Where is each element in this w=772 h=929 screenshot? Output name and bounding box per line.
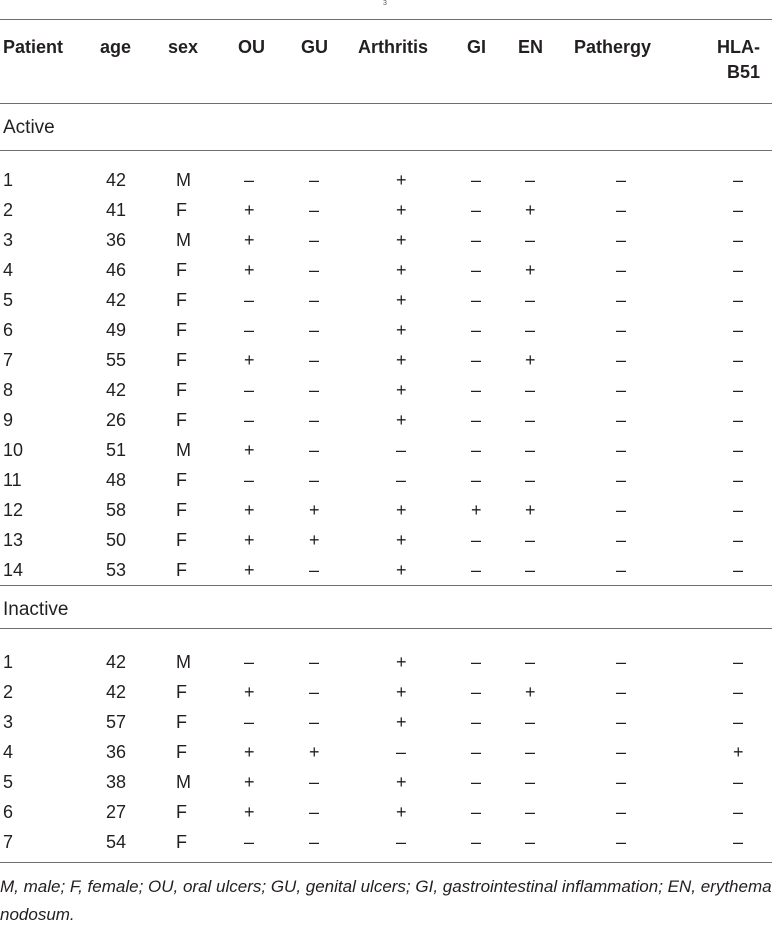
cell-hla: – (733, 290, 744, 310)
cell-arthritis: – (396, 470, 407, 490)
table-footnote: M, male; F, female; OU, oral ulcers; GU, genital ulcers; GI, gastrointestinal inflammation; EN, erythema nodosum. (0, 877, 772, 924)
cell-sex: F (176, 350, 187, 370)
cell-ou: – (244, 652, 255, 672)
table-row (0, 435, 772, 465)
table-row (0, 525, 772, 555)
cell-hla: – (733, 230, 744, 250)
cell-age: 49 (106, 320, 127, 340)
group-label: Inactive (3, 599, 69, 620)
cell-pathergy: – (616, 260, 627, 280)
cell-ou: – (244, 170, 255, 190)
cell-pathergy: – (616, 500, 627, 520)
cell-gu: + (309, 742, 320, 762)
cell-gi: – (471, 200, 482, 220)
cell-pathergy: – (616, 682, 627, 702)
cell-sex: F (176, 380, 187, 400)
col-header-ou: OU (238, 37, 265, 57)
cell-patient: 8 (3, 380, 14, 400)
cell-sex: F (176, 802, 187, 822)
cell-age: 42 (106, 290, 127, 310)
cell-age: 46 (106, 260, 127, 280)
table-row (0, 555, 772, 585)
cell-gu: – (309, 832, 320, 852)
cell-patient: 4 (3, 260, 14, 280)
cell-patient: 7 (3, 350, 14, 370)
cell-patient: 1 (3, 652, 14, 672)
cell-hla: – (733, 560, 744, 580)
cell-hla: – (733, 500, 744, 520)
cell-gi: – (471, 320, 482, 340)
cell-age: 55 (106, 350, 127, 370)
cell-hla: – (733, 652, 744, 672)
cell-ou: + (244, 500, 255, 520)
cell-en: + (525, 350, 536, 370)
table-row (0, 827, 772, 857)
cell-gu: – (309, 712, 320, 732)
table-row (0, 465, 772, 495)
cell-pathergy: – (616, 652, 627, 672)
cell-patient: 5 (3, 772, 14, 792)
cell-age: 36 (106, 230, 127, 250)
cell-hla: – (733, 350, 744, 370)
cell-patient: 13 (3, 530, 24, 550)
cell-patient: 2 (3, 682, 14, 702)
table-row (0, 677, 772, 707)
cell-hla: – (733, 832, 744, 852)
cell-age: 27 (106, 802, 127, 822)
cell-gu: – (309, 230, 320, 250)
cell-arthritis: + (396, 560, 407, 580)
group-row (0, 103, 772, 165)
cell-ou: + (244, 200, 255, 220)
cell-arthritis: + (396, 500, 407, 520)
cell-gi: – (471, 290, 482, 310)
cell-pathergy: – (616, 772, 627, 792)
cell-pathergy: – (616, 560, 627, 580)
cell-patient: 9 (3, 410, 14, 430)
cell-ou: – (244, 832, 255, 852)
cell-patient: 4 (3, 742, 14, 762)
cell-en: + (525, 260, 536, 280)
cell-en: – (525, 320, 536, 340)
cell-pathergy: – (616, 832, 627, 852)
cell-ou: + (244, 230, 255, 250)
cell-en: – (525, 290, 536, 310)
cell-arthritis: + (396, 410, 407, 430)
table-row (0, 405, 772, 435)
table-row (0, 195, 772, 225)
cell-en: + (525, 500, 536, 520)
cell-patient: 1 (3, 170, 14, 190)
cell-hla: – (733, 802, 744, 822)
cell-age: 54 (106, 832, 127, 852)
cell-pathergy: – (616, 742, 627, 762)
cell-gi: – (471, 530, 482, 550)
cell-en: – (525, 772, 536, 792)
cell-sex: F (176, 200, 187, 220)
cell-hla: – (733, 772, 744, 792)
cell-pathergy: – (616, 320, 627, 340)
cell-en: – (525, 742, 536, 762)
cell-en: – (525, 170, 536, 190)
cell-sex: M (176, 440, 191, 460)
cell-gi: – (471, 440, 482, 460)
col-header-arthritis: Arthritis (358, 37, 429, 57)
cell-pathergy: – (616, 530, 627, 550)
cell-sex: F (176, 832, 187, 852)
cell-gu: – (309, 772, 320, 792)
cell-hla: – (733, 440, 744, 460)
cell-arthritis: + (396, 652, 407, 672)
cell-sex: F (176, 290, 187, 310)
cell-gi: – (471, 170, 482, 190)
cell-age: 53 (106, 560, 127, 580)
cell-ou: – (244, 410, 255, 430)
cell-sex: F (176, 410, 187, 430)
cell-gu: – (309, 260, 320, 280)
cell-pathergy: – (616, 802, 627, 822)
cell-pathergy: – (616, 380, 627, 400)
cell-sex: F (176, 320, 187, 340)
cell-en: – (525, 832, 536, 852)
cell-gi: + (471, 500, 482, 520)
cell-gu: – (309, 652, 320, 672)
table-row (0, 165, 772, 195)
cell-hla: – (733, 470, 744, 490)
cell-ou: + (244, 772, 255, 792)
cell-en: – (525, 410, 536, 430)
cell-hla: + (733, 742, 744, 762)
cell-arthritis: – (396, 832, 407, 852)
col-header-en: EN (518, 37, 544, 57)
cell-ou: – (244, 380, 255, 400)
cell-en: – (525, 440, 536, 460)
table-body (0, 103, 772, 857)
cell-arthritis: – (396, 440, 407, 460)
table-row (0, 315, 772, 345)
cell-patient: 3 (3, 712, 14, 732)
group-label: Active (3, 117, 55, 138)
table-row (0, 647, 772, 677)
cell-pathergy: – (616, 290, 627, 310)
cell-patient: 5 (3, 290, 14, 310)
cell-en: – (525, 560, 536, 580)
cell-en: + (525, 682, 536, 702)
header-row (0, 20, 772, 103)
cell-en: – (525, 712, 536, 732)
cell-gi: – (471, 682, 482, 702)
cell-ou: + (244, 440, 255, 460)
cell-sex: F (176, 742, 187, 762)
cell-patient: 6 (3, 320, 14, 340)
col-header-sex: sex (168, 37, 199, 57)
cell-pathergy: – (616, 230, 627, 250)
cell-age: 42 (106, 652, 127, 672)
cell-patient: 10 (3, 440, 24, 460)
cell-ou: – (244, 712, 255, 732)
cell-arthritis: + (396, 530, 407, 550)
cell-arthritis: + (396, 320, 407, 340)
cell-pathergy: – (616, 200, 627, 220)
cell-sex: F (176, 530, 187, 550)
cell-gi: – (471, 652, 482, 672)
cell-sex: F (176, 260, 187, 280)
cell-arthritis: + (396, 290, 407, 310)
cell-arthritis: + (396, 380, 407, 400)
cell-en: – (525, 652, 536, 672)
cell-sex: F (176, 470, 187, 490)
cell-en: – (525, 802, 536, 822)
table-row (0, 495, 772, 525)
patient-table (0, 20, 772, 857)
cell-patient: 7 (3, 832, 14, 852)
cell-hla: – (733, 682, 744, 702)
cell-gu: – (309, 410, 320, 430)
col-header-patient: Patient (3, 37, 64, 57)
cell-age: 42 (106, 380, 127, 400)
cell-arthritis: + (396, 682, 407, 702)
cell-gu: – (309, 380, 320, 400)
cell-hla: – (733, 200, 744, 220)
cell-sex: F (176, 560, 187, 580)
cell-gi: – (471, 742, 482, 762)
cell-hla: – (733, 530, 744, 550)
page-marker: 3 (383, 0, 387, 7)
cell-arthritis: + (396, 802, 407, 822)
cell-en: – (525, 530, 536, 550)
cell-pathergy: – (616, 170, 627, 190)
cell-sex: M (176, 772, 191, 792)
cell-patient: 2 (3, 200, 14, 220)
col-header-pathergy: Pathergy (574, 37, 652, 57)
cell-pathergy: – (616, 470, 627, 490)
cell-gu: – (309, 560, 320, 580)
group-row (0, 585, 772, 647)
cell-patient: 14 (3, 560, 24, 580)
table-row (0, 225, 772, 255)
cell-ou: + (244, 260, 255, 280)
cell-hla: – (733, 260, 744, 280)
table-row (0, 707, 772, 737)
cell-age: 51 (106, 440, 127, 460)
cell-sex: M (176, 230, 191, 250)
cell-hla: – (733, 380, 744, 400)
cell-gi: – (471, 410, 482, 430)
cell-age: 48 (106, 470, 127, 490)
table-row (0, 255, 772, 285)
cell-gi: – (471, 350, 482, 370)
cell-hla: – (733, 712, 744, 732)
cell-gi: – (471, 772, 482, 792)
cell-age: 42 (106, 682, 127, 702)
cell-gu: – (309, 682, 320, 702)
cell-gu: – (309, 802, 320, 822)
cell-sex: M (176, 652, 191, 672)
cell-arthritis: + (396, 200, 407, 220)
table-row (0, 345, 772, 375)
cell-sex: M (176, 170, 191, 190)
cell-age: 36 (106, 742, 127, 762)
cell-gu: – (309, 470, 320, 490)
cell-ou: + (244, 530, 255, 550)
cell-gu: – (309, 200, 320, 220)
table-row (0, 797, 772, 827)
cell-hla: – (733, 320, 744, 340)
cell-arthritis: + (396, 260, 407, 280)
cell-gi: – (471, 560, 482, 580)
col-header-gu: GU (301, 37, 328, 57)
cell-gi: – (471, 260, 482, 280)
cell-arthritis: – (396, 742, 407, 762)
cell-gi: – (471, 230, 482, 250)
cell-gu: – (309, 350, 320, 370)
cell-sex: F (176, 682, 187, 702)
cell-age: 50 (106, 530, 127, 550)
cell-en: – (525, 230, 536, 250)
cell-arthritis: + (396, 712, 407, 732)
cell-pathergy: – (616, 712, 627, 732)
cell-pathergy: – (616, 410, 627, 430)
cell-gi: – (471, 712, 482, 732)
cell-pathergy: – (616, 440, 627, 460)
cell-arthritis: + (396, 772, 407, 792)
cell-gu: + (309, 500, 320, 520)
cell-age: 42 (106, 170, 127, 190)
cell-ou: + (244, 682, 255, 702)
col-header-hla-line2: B51 (726, 62, 760, 82)
col-header-age: age (100, 37, 132, 57)
bottom-rule (0, 862, 772, 863)
cell-gi: – (471, 802, 482, 822)
cell-arthritis: + (396, 170, 407, 190)
cell-ou: + (244, 560, 255, 580)
cell-en: – (525, 470, 536, 490)
cell-hla: – (733, 410, 744, 430)
cell-en: + (525, 200, 536, 220)
table-row (0, 767, 772, 797)
cell-arthritis: + (396, 350, 407, 370)
cell-ou: + (244, 742, 255, 762)
col-header-gi: GI (467, 37, 487, 57)
cell-hla: – (733, 170, 744, 190)
cell-gu: – (309, 290, 320, 310)
cell-age: 58 (106, 500, 127, 520)
cell-pathergy: – (616, 350, 627, 370)
cell-gu: – (309, 320, 320, 340)
cell-ou: – (244, 320, 255, 340)
cell-arthritis: + (396, 230, 407, 250)
table-row (0, 737, 772, 767)
cell-gu: + (309, 530, 320, 550)
cell-ou: – (244, 290, 255, 310)
cell-age: 57 (106, 712, 127, 732)
cell-ou: + (244, 802, 255, 822)
cell-gi: – (471, 470, 482, 490)
cell-sex: F (176, 712, 187, 732)
cell-patient: 6 (3, 802, 14, 822)
col-header-hla-line1: HLA- (717, 37, 760, 57)
table-row (0, 375, 772, 405)
cell-ou: + (244, 350, 255, 370)
cell-gu: – (309, 170, 320, 190)
table-row (0, 285, 772, 315)
col-header-hla-b51 (685, 20, 772, 103)
cell-patient: 11 (3, 470, 22, 490)
cell-age: 38 (106, 772, 127, 792)
cell-gi: – (471, 832, 482, 852)
cell-age: 26 (106, 410, 127, 430)
cell-gi: – (471, 380, 482, 400)
cell-en: – (525, 380, 536, 400)
cell-sex: F (176, 500, 187, 520)
cell-ou: – (244, 470, 255, 490)
cell-age: 41 (106, 200, 127, 220)
cell-gu: – (309, 440, 320, 460)
cell-patient: 12 (3, 500, 24, 520)
cell-patient: 3 (3, 230, 14, 250)
